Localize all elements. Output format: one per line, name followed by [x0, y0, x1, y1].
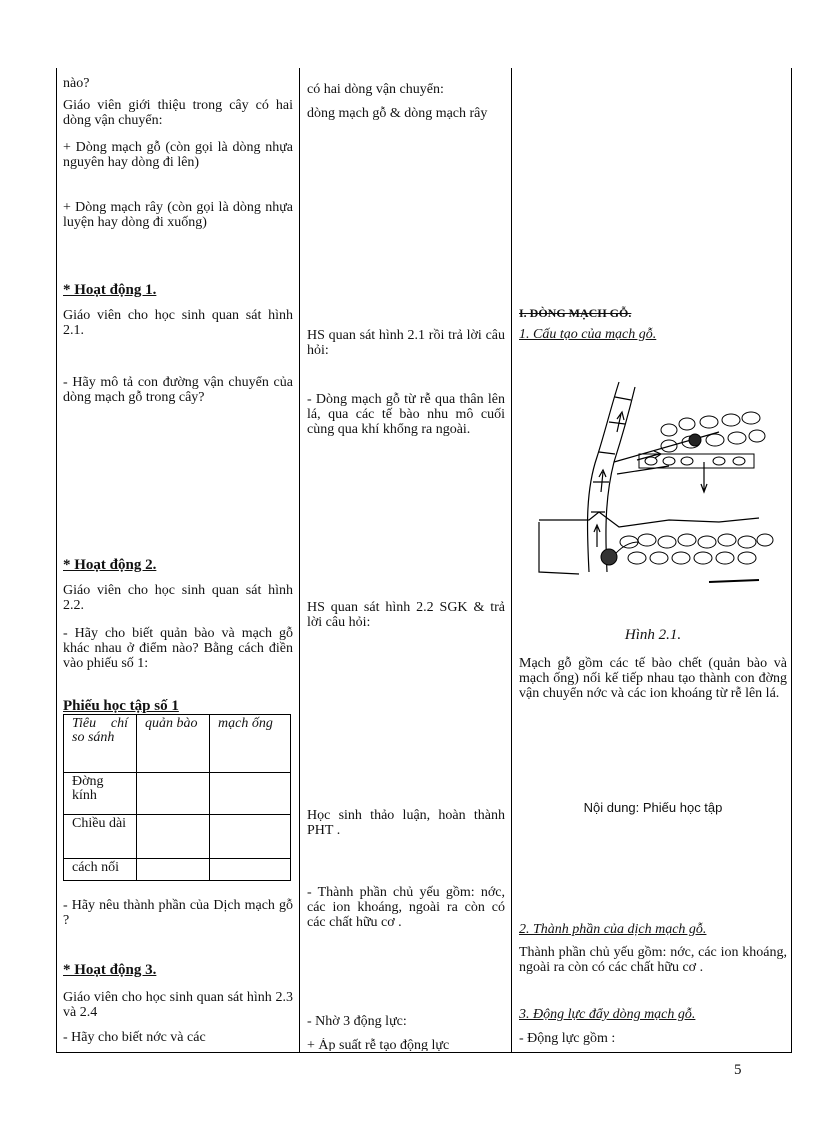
heading-activity-1: * Hoạt động 1. [63, 282, 157, 298]
rule-col2 [511, 68, 512, 1053]
worksheet-title: Phiếu học tập số 1 [63, 698, 179, 714]
left-p6: - Hãy mô tả con đường vận chuyển của dòng mạch gỗ trong cây? [63, 375, 293, 405]
mid-p7: - Thành phần chủ yếu gồm: nớc, các ion khoáng, ngoài ra còn có các chất hữu cơ . [307, 885, 505, 930]
left-p11: - Hãy cho biết nớc và các [63, 1030, 206, 1045]
mid-p6: Học sinh thảo luận, hoàn thành PHT . [307, 808, 505, 838]
left-p9: - Hãy nêu thành phần của Dịch mạch gỗ ? [63, 898, 293, 928]
section-heading-xylem: I. DÒNG MẠCH GỖ. [519, 306, 632, 320]
mid-p3: HS quan sát hình 2.1 rồi trả lời câu hỏi: [307, 328, 505, 358]
left-p5: Giáo viên cho học sinh quan sát hình 2.1. [63, 308, 293, 338]
table-header-tracheid: quản bào [137, 715, 210, 773]
left-p7: Giáo viên cho học sinh quan sát hình 2.2. [63, 583, 293, 613]
right-p1: Mạch gỗ gồm các tế bào chết (quản bào và mạch ống) nối kế tiếp nhau tạo thành con đờng vận chuyển nớc và các ion khoáng từ rễ lên lá. [519, 656, 787, 701]
table-cell[interactable] [210, 773, 291, 815]
left-p10: Giáo viên cho học sinh quan sát hình 2.3 và 2.4 [63, 990, 293, 1020]
table-row-connection: cách nối [64, 859, 137, 881]
right-p2: Nội dung: Phiếu học tập [583, 800, 723, 815]
left-p3: + Dòng mạch gỗ (còn gọi là dòng nhựa nguyên hay dòng đi lên) [63, 140, 293, 170]
mid-p9: + Áp suất rễ tạo động lực [307, 1038, 450, 1051]
table-header-vessel: mạch ống [210, 715, 291, 773]
table-cell[interactable] [137, 815, 210, 859]
left-p2: Giáo viên giới thiệu trong cây có hai dòng vận chuyển: [63, 98, 293, 128]
subheading-structure: 1. Cấu tạo của mạch gỗ. [519, 327, 657, 342]
rule-left [56, 68, 57, 1053]
left-p8: - Hãy cho biết quản bào và mạch gỗ khác nhau ở điểm nào? Bằng cách điền vào phiếu số 1: [63, 626, 293, 671]
table-cell[interactable] [137, 859, 210, 881]
worksheet-table [63, 714, 291, 881]
xylem-figure [519, 362, 787, 590]
right-p4: - Động lực gồm : [519, 1031, 616, 1046]
right-p3: Thành phần chủ yếu gồm: nớc, các ion khoáng, ngoài ra còn có các chất hữu cơ . [519, 945, 787, 975]
table-row-diameter: Đờng kính [64, 773, 137, 815]
heading-activity-2: * Hoạt động 2. [63, 557, 157, 573]
table-cell[interactable] [210, 859, 291, 881]
mid-p5: HS quan sát hình 2.2 SGK & trả lời câu hỏi: [307, 600, 505, 630]
mid-p1: có hai dòng vận chuyển: [307, 82, 444, 97]
table-row-length: Chiều dài [64, 815, 137, 859]
table-cell[interactable] [137, 773, 210, 815]
left-p4: + Dòng mạch rây (còn gọi là dòng nhựa luyện hay dòng đi xuống) [63, 200, 293, 230]
table-cell[interactable] [210, 815, 291, 859]
mid-p4: - Dòng mạch gỗ từ rễ qua thân lên lá, qua các tế bào nhu mô cuối cùng qua khí khổng ra ngoài. [307, 392, 505, 437]
page-number: 5 [734, 1062, 742, 1078]
subheading-driving-force: 3. Động lực đẩy dòng mạch gỗ. [519, 1007, 696, 1022]
rule-col1 [299, 68, 300, 1053]
rule-bottom [56, 1052, 792, 1053]
table-header-criteria: Tiêu chí so sánh [64, 715, 137, 773]
left-p1: nào? [63, 76, 90, 91]
rule-right [791, 68, 792, 1053]
subheading-composition: 2. Thành phần của dịch mạch gỗ. [519, 922, 707, 937]
figure-caption: Hình 2.1. [624, 627, 682, 643]
heading-activity-3: * Hoạt động 3. [63, 962, 157, 978]
mid-p2: dòng mạch gỗ & dòng mạch rây [307, 106, 488, 121]
mid-p8: - Nhờ 3 động lực: [307, 1014, 407, 1029]
